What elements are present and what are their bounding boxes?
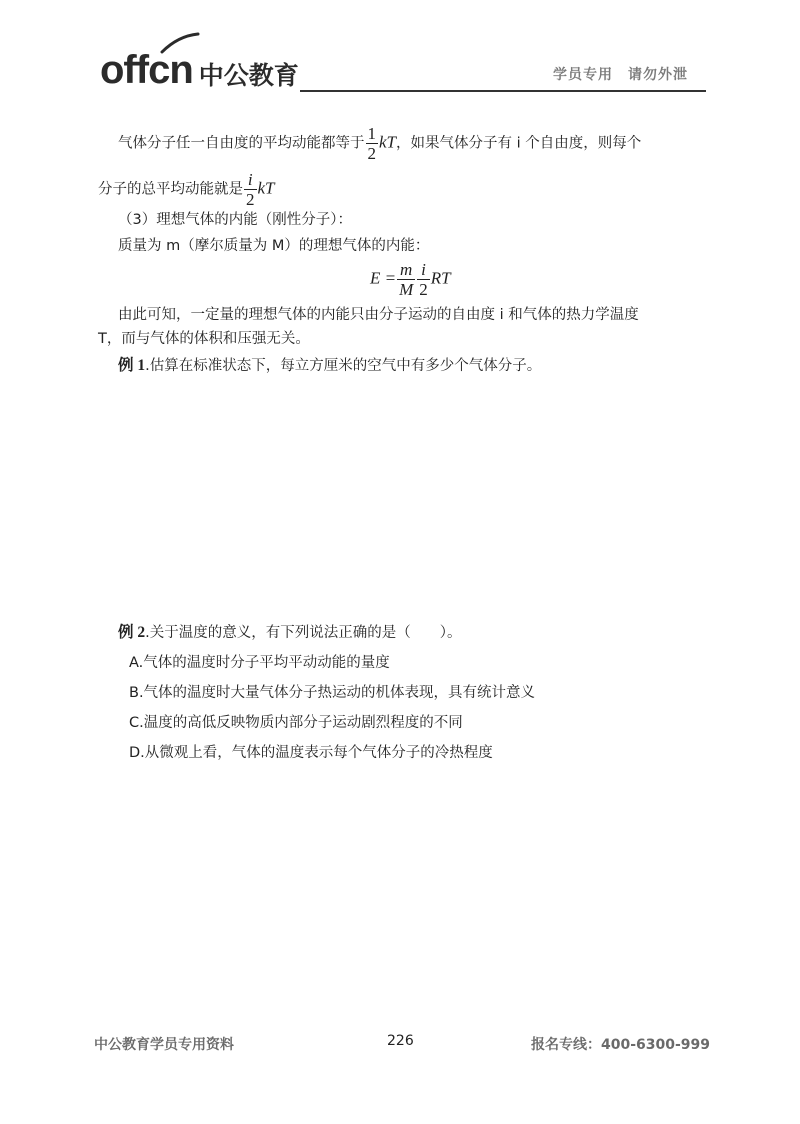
footer-left-text: 中公教育学员专用资料 [94, 1037, 234, 1053]
logo-chinese-text: 中公教育 [198, 61, 299, 90]
paragraph-line-5: 由此可知，一定量的理想气体的内能只由分子运动的自由度 i 和气体的热力学温度 [118, 307, 639, 323]
eq-rhs: RT [430, 268, 451, 288]
frac-numerator: m [397, 260, 415, 280]
eq-lhs: E = [370, 268, 397, 288]
text: 气体分子任一自由度的平均动能都等于 [118, 135, 365, 152]
text: 分子的总平均动能就是 [98, 181, 243, 198]
header-divider [300, 90, 706, 92]
frac-denominator: M [399, 280, 414, 299]
internal-energy-equation [370, 260, 451, 299]
option-c: C.温度的高低反映物质内部分子运动剧烈程度的不同 [129, 715, 463, 731]
page-number: 226 [387, 1033, 414, 1049]
frac-denominator: 2 [246, 190, 255, 209]
option-d: D.从微观上看，气体的温度表示每个气体分子的冷热程度 [129, 745, 493, 761]
offcn-logo [100, 40, 299, 90]
frac-numerator: 1 [367, 124, 376, 143]
frac-denominator: 2 [419, 280, 428, 299]
paragraph-line-1 [118, 124, 641, 163]
example-2-label: 例 2 [118, 624, 146, 641]
header-confidential-notice: 学员专用 请勿外泄 [553, 67, 688, 83]
fraction-i-over-2 [417, 260, 430, 299]
example-1-label: 例 1 [118, 357, 146, 374]
example-2 [118, 623, 462, 643]
kT-symbol: kT [379, 132, 396, 152]
paragraph-line-2 [98, 170, 275, 209]
logo-swoosh-icon [160, 32, 200, 54]
paragraph-line-4: 质量为 m（摩尔质量为 M）的理想气体的内能： [118, 238, 430, 254]
frac-numerator: i [244, 170, 257, 190]
fraction-one-half [366, 124, 379, 163]
frac-denominator: 2 [367, 144, 376, 163]
frac-numerator: i [417, 260, 430, 280]
footer-hotline: 报名专线：400-6300-999 [531, 1037, 711, 1053]
example-2-text: .关于温度的意义，有下列说法正确的是（ ）。 [145, 625, 462, 641]
logo-latin-text: offcn [100, 48, 193, 92]
example-1-text: .估算在标准状态下，每立方厘米的空气中有多少个气体分子。 [145, 358, 542, 374]
fraction-m-over-M [397, 260, 415, 299]
text: ，如果气体分子有 i 个自由度，则每个 [396, 135, 642, 152]
fraction-i-half [244, 170, 257, 209]
kT-symbol: kT [257, 178, 275, 198]
option-b: B.气体的温度时大量气体分子热运动的机体表现，具有统计意义 [129, 685, 536, 701]
option-a: A.气体的温度时分子平均平动动能的量度 [129, 655, 390, 671]
paragraph-line-6: T，而与气体的体积和压强无关。 [98, 331, 310, 347]
section-heading-internal-energy: （3）理想气体的内能（刚性分子）： [118, 212, 352, 228]
example-1 [118, 356, 541, 376]
